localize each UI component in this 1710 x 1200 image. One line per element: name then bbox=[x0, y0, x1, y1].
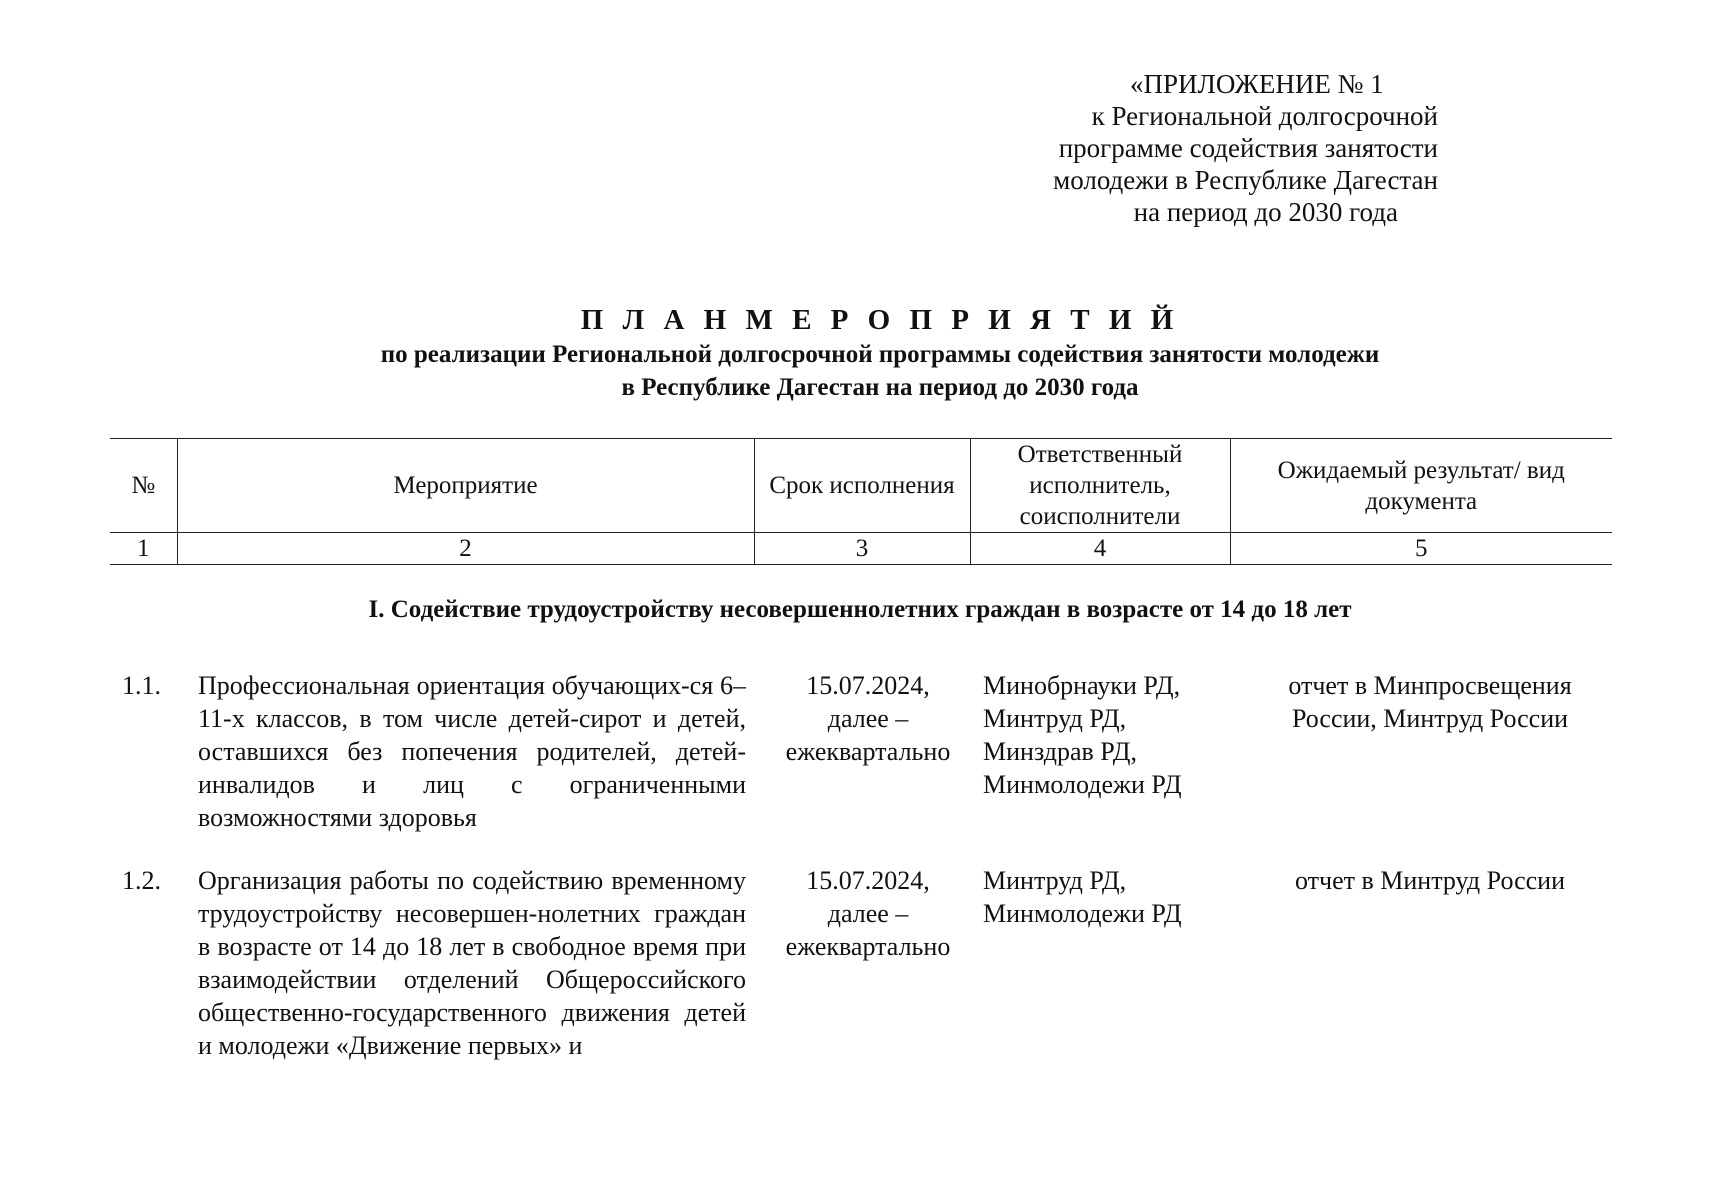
appendix-block bbox=[1018, 68, 1438, 228]
row-activity: Профессиональная ориентация обучающих-ся 6–11-х классов, в том числе детей-сирот и детей, оставшихся без попечения родителей, детей-инвалидов и лиц с ограниченными возможностями здоровья bbox=[198, 671, 746, 832]
title-line-3: в Республике Дагестан на период до 2030 года bbox=[621, 374, 1139, 401]
column-number-row bbox=[110, 533, 1612, 565]
row-executors bbox=[983, 669, 1223, 801]
appendix-line: программе содействия занятости bbox=[1058, 133, 1438, 163]
row-term bbox=[768, 669, 968, 768]
term-line: далее – bbox=[827, 704, 909, 733]
term-line: далее – bbox=[827, 899, 909, 928]
result-line: отчет в Минтруд России bbox=[1294, 866, 1566, 895]
row-number: 1.1. bbox=[122, 671, 161, 700]
executor-line: Минтруд РД, bbox=[983, 866, 1127, 895]
column-number: 4 bbox=[970, 533, 1230, 565]
section-heading: I. Содействие трудоустройству несовершеннолетних граждан в возрасте от 14 до 18 лет bbox=[368, 596, 1352, 623]
row-number: 1.2. bbox=[122, 866, 161, 895]
row-executors bbox=[983, 864, 1223, 930]
executor-line: Минобрнауки РД, bbox=[983, 671, 1181, 700]
header-cell-term: Срок исполнения bbox=[754, 439, 970, 533]
title-line-2: по реализации Региональной долгосрочной программы содействия занятости молодежи bbox=[380, 341, 1380, 368]
header-cell-result: Ожидаемый результат/ вид документа bbox=[1230, 439, 1612, 533]
plan-table-header bbox=[110, 438, 1612, 565]
row-result bbox=[1240, 864, 1620, 897]
executor-line: Минтруд РД, bbox=[983, 704, 1127, 733]
result-line: отчет в Минпросвещения bbox=[1288, 671, 1572, 700]
term-line: 15.07.2024, bbox=[806, 866, 930, 895]
column-number: 1 bbox=[110, 533, 177, 565]
title-main: П Л А Н М Е Р О П Р И Я Т И Й bbox=[580, 304, 1180, 336]
executor-line: Минмолодежи РД bbox=[983, 770, 1182, 799]
row-result bbox=[1240, 669, 1620, 735]
header-cell-executors: Ответственный исполнитель, соисполнители bbox=[970, 439, 1230, 533]
appendix-line: молодежи в Республике Дагестан bbox=[1053, 165, 1438, 195]
column-number: 3 bbox=[754, 533, 970, 565]
header-cell-number: № bbox=[131, 472, 156, 499]
result-line: России, Минтруд России bbox=[1291, 704, 1569, 733]
appendix-line: «ПРИЛОЖЕНИЕ № 1 bbox=[1130, 69, 1384, 99]
term-line: ежеквартально bbox=[785, 932, 951, 961]
header-cell-activity: Мероприятие bbox=[177, 439, 754, 533]
appendix-line: на период до 2030 года bbox=[1133, 197, 1398, 227]
executor-line: Минздрав РД, bbox=[983, 737, 1138, 766]
term-line: ежеквартально bbox=[785, 737, 951, 766]
document-title bbox=[0, 302, 1710, 404]
column-number: 2 bbox=[177, 533, 754, 565]
appendix-line: к Региональной долгосрочной bbox=[1091, 101, 1438, 131]
row-term bbox=[768, 864, 968, 963]
term-line: 15.07.2024, bbox=[806, 671, 930, 700]
header-row bbox=[110, 439, 1612, 533]
row-activity: Организация работы по содействию временному трудоустройству несовершен-нолетних граждан в возрасте от 14 до 18 лет в свободное время при взаимодействии отделений Общероссийского общественно-государственного движения детей и молодежи «Движение первых» и bbox=[198, 866, 746, 1060]
column-number: 5 bbox=[1230, 533, 1612, 565]
executor-line: Минмолодежи РД bbox=[983, 899, 1182, 928]
